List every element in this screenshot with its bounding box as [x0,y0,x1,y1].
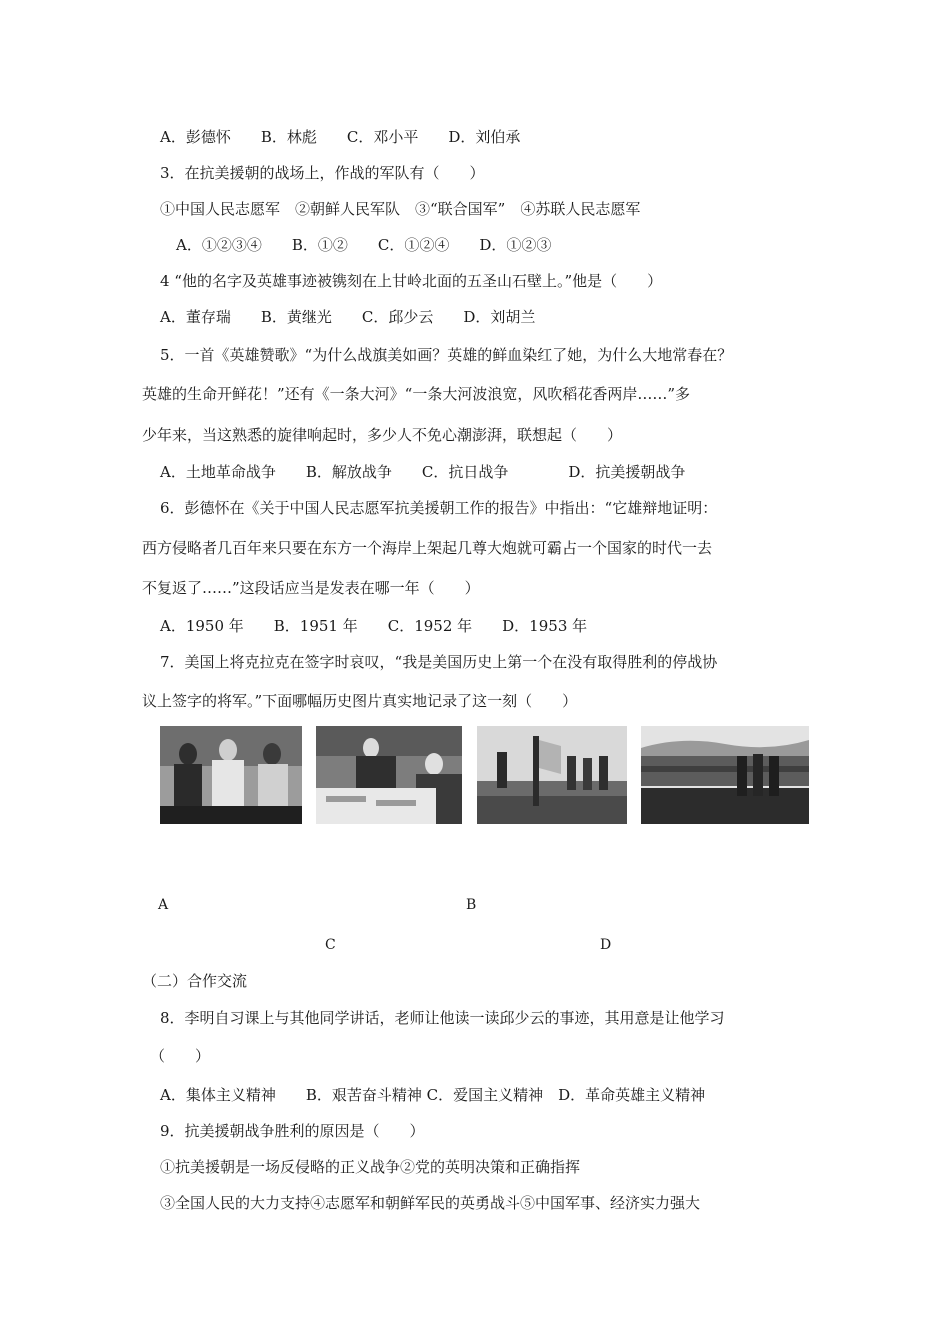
q4-options: A．董存瑞 B．黄继光 C．邱少云 D．刘胡兰 [160,308,536,326]
historical-photo-d [641,726,809,824]
photo-label-b: B [466,897,477,913]
q6-stem-line2: 西方侵略者几百年来只要在东方一个海岸上架起几尊大炮就可霸占一个国家的时代一去 [142,539,713,557]
q3-stem: 3．在抗美援朝的战场上，作战的军队有（ ） [160,164,485,182]
q2-options: A．彭德怀 B．林彪 C．邓小平 D．刘伯承 [160,128,521,146]
q3-options: A．①②③④ B．①② C．①②④ D．①②③ [176,236,552,254]
q8-options: A．集体主义精神 B．艰苦奋斗精神 C．爱国主义精神 D．革命英雄主义精神 [160,1086,706,1104]
q4-stem: 4 “他的名字及英雄事迹被镌刻在上甘岭北面的五圣山石壁上。”他是（ ） [160,272,663,290]
historical-photo-b [316,726,462,824]
q9-items-1: ①抗美援朝是一场反侵略的正义战争②党的英明决策和正确指挥 [160,1158,581,1176]
q5-stem-line2: 英雄的生命开鲜花！”还有《一条大河》“一条大河波浪宽，风吹稻花香两岸……”多 [142,385,691,403]
section-heading: （二）合作交流 [142,972,248,990]
q6-stem-line3: 不复返了……”这段话应当是发表在哪一年（ ） [142,579,480,597]
q5-stem-line3: 少年来，当这熟悉的旋律响起时，多少人不免心潮澎湃，联想起（ ） [142,426,623,444]
q9-stem: 9．抗美援朝战争胜利的原因是（ ） [160,1122,425,1140]
historical-photo-c [477,726,627,824]
photo-label-c: C [325,937,336,953]
q6-stem-line1: 6．彭德怀在《关于中国人民志愿军抗美援朝工作的报告》中指出：“它雄辩地证明： [160,499,718,517]
q7-stem-line1: 7．美国上将克拉克在签字时哀叹，“我是美国历史上第一个在没有取得胜利的停战协 [160,653,718,671]
q5-options: A．土地革命战争 B．解放战争 C．抗日战争 D．抗美援朝战争 [160,463,686,481]
photo-label-a: A [158,897,169,913]
q3-items: ①中国人民志愿军 ②朝鲜人民军队 ③“联合国军” ④苏联人民志愿军 [160,200,641,218]
q6-options: A．1950 年 B．1951 年 C．1952 年 D．1953 年 [160,617,588,635]
historical-photo-a [160,726,302,824]
q5-stem-line1: 5．一首《英雄赞歌》“为什么战旗美如画？英雄的鲜血染红了她，为什么大地常春在？ [160,346,733,364]
q9-items-2: ③全国人民的大力支持④志愿军和朝鲜军民的英勇战斗⑤中国军事、经济实力强大 [160,1194,701,1212]
q8-blank: （ ） [150,1047,211,1065]
photo-label-d: D [600,937,612,953]
q7-stem-line2: 议上签字的将军。”下面哪幅历史图片真实地记录了这一刻（ ） [142,692,578,710]
q8-stem: 8．李明自习课上与其他同学讲话，老师让他读一读邱少云的事迹，其用意是让他学习 [160,1009,725,1027]
